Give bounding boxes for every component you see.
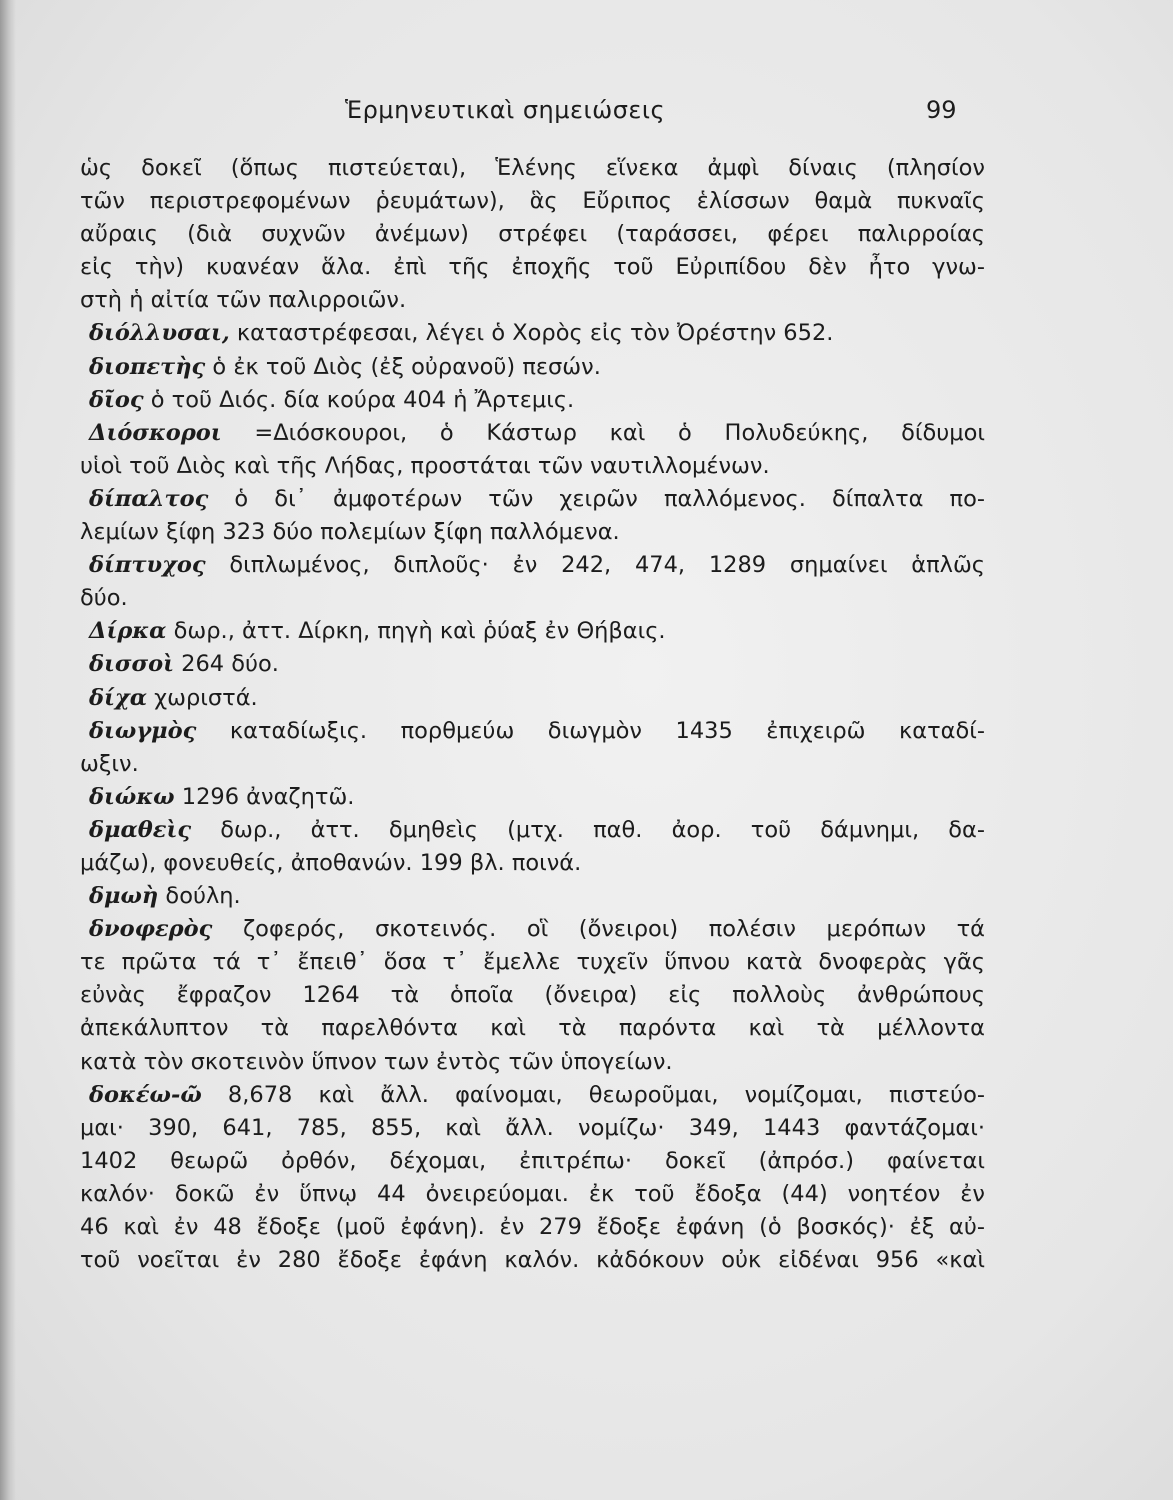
line-text: δύο. <box>80 585 128 612</box>
text-line <box>80 880 985 913</box>
line-text: στὴ ἡ αἰτία τῶν παλιρροιῶν. <box>80 287 407 314</box>
lemma-headword: δίπτυχος <box>89 552 206 579</box>
lemma-headword: δνοφερὸς <box>89 916 213 943</box>
text-line <box>80 781 985 814</box>
line-text: ὡς δοκεῖ (ὅπως πιστεύεται), Ἑλένης εἵνεκα ἀμφὶ δίναις (πλησίον <box>80 155 985 181</box>
line-text: ἀπεκάλυπτον τὰ παρελθόντα καὶ τὰ παρόντα καὶ τὰ μέλλοντα <box>80 1015 985 1042</box>
lemma-headword: δίχα <box>89 684 148 711</box>
lemma-headword: δίπαλτος <box>89 485 209 512</box>
text-line <box>80 814 985 847</box>
text-line <box>80 648 985 681</box>
text-line <box>80 1112 985 1145</box>
line-text: ωξιν. <box>80 750 139 777</box>
lemma-headword: δμωὴ <box>89 883 159 910</box>
line-text: 46 καὶ ἐν 48 ἔδοξε (μοῦ ἐφάνη). ἐν 279 ἔδοξε ἐφάνη (ὁ βοσκός)· ἐξ αὐ- <box>80 1214 985 1240</box>
line-text: ὁ ἐκ τοῦ Διὸς (ἐξ οὐρανοῦ) πεσών. <box>212 353 601 380</box>
text-line <box>80 847 985 880</box>
text-line <box>80 946 985 979</box>
text-line <box>80 1244 985 1277</box>
text-line <box>80 1046 985 1079</box>
text-line <box>80 582 985 615</box>
text-line <box>80 682 985 715</box>
text-line <box>80 483 985 516</box>
lemma-headword: διοπετὴς <box>89 353 206 380</box>
text-line <box>80 913 985 946</box>
text-line <box>80 384 985 417</box>
text-line <box>80 185 985 218</box>
lemma-headword: δῖος <box>89 386 144 413</box>
line-text: υἱοὶ τοῦ Διὸς καὶ τῆς Λήδας, προστάται τῶν ναυτιλλομένων. <box>80 452 770 479</box>
text-line <box>80 284 985 317</box>
line-text: 8,678 καὶ ἄλλ. φαίνομαι, θεωροῦμαι, νομίζομαι, πιστεύο- <box>227 1081 986 1108</box>
lemma-headword: διώκω <box>89 783 175 810</box>
text-line <box>80 317 985 350</box>
line-text: 1402 θεωρῶ ὀρθόν, δέχομαι, ἐπιτρέπω· δοκεῖ (ἀπρόσ.) φαίνεται <box>80 1147 985 1174</box>
text-line <box>80 516 985 549</box>
line-text: καταστρέφεσαι, λέγει ὁ Χορὸς εἰς τὸν Ὀρέστην 652. <box>236 320 834 347</box>
text-line <box>80 1178 985 1211</box>
lemma-headword: διωγμὸς <box>89 717 197 744</box>
text-line <box>80 1079 985 1112</box>
line-text: τῶν περιστρεφομένων ῥευμάτων), ἃς Εὔριπος ἑλίσσων θαμὰ πυκναῖς <box>80 188 985 215</box>
line-text: ζοφερός, σκοτεινός. οἳ (ὄνειροι) πολέσιν μερόπων τά <box>242 916 985 943</box>
lemma-headword: Διόσκοροι <box>89 419 222 446</box>
line-text: ὁ δι᾽ ἀμφοτέρων τῶν χειρῶν παλλόμενος. δίπαλτα πο- <box>234 485 985 512</box>
line-text: εὐνὰς ἔφραζον 1264 τὰ ὁποῖα (ὄνειρα) εἰς πολλοὺς ἀνθρώπους <box>80 982 985 1009</box>
running-title: Ἑρμηνευτικαὶ σημειώσεις <box>345 96 666 124</box>
text-line <box>80 1211 985 1244</box>
line-text: ὁ τοῦ Διός. δία κούρα 404 ἡ Ἄρτεμις. <box>150 386 575 413</box>
page-spine-shadow <box>0 0 16 1500</box>
text-line <box>80 417 985 450</box>
line-text: κατὰ τὸν σκοτεινὸν ὕπνον των ἐντὸς τῶν ὑπογείων. <box>80 1048 673 1075</box>
text-line <box>80 450 985 483</box>
line-text: διπλωμένος, διπλοῦς· ἐν 242, 474, 1289 σημαίνει ἁπλῶς <box>229 552 985 579</box>
text-line <box>80 979 985 1012</box>
text-line <box>80 748 985 781</box>
line-text: εἰς τὴν) κυανέαν ἅλα. ἐπὶ τῆς ἐποχῆς τοῦ Εὐριπίδου δὲν ἦτο γνω- <box>80 254 985 281</box>
lemma-headword: διόλλυσαι, <box>89 320 230 347</box>
text-line <box>80 615 985 648</box>
line-text: χωριστά. <box>154 684 258 711</box>
line-text: μάζω), φονευθείς, ἀποθανών. 199 βλ. ποινά. <box>80 849 582 876</box>
page-number: 99 <box>926 96 957 124</box>
line-text: 1296 ἀναζητῶ. <box>181 783 355 810</box>
line-text: τοῦ νοεῖται ἐν 280 ἔδοξε ἐφάνη καλόν. κἀδόκουν οὐκ εἰδέναι 956 «καὶ <box>80 1247 985 1274</box>
text-line <box>80 549 985 582</box>
line-text: μαι· 390, 641, 785, 855, καὶ ἄλλ. νομίζω· 349, 1443 φαντάζομαι· <box>80 1114 985 1141</box>
line-text: καταδίωξις. πορθμεύω διωγμὸν 1435 ἐπιχειρῶ καταδί- <box>229 717 985 744</box>
lemma-headword: δοκέω-ῶ <box>89 1081 202 1108</box>
text-line <box>80 218 985 251</box>
text-line <box>80 251 985 284</box>
text-line <box>80 351 985 384</box>
line-text: δωρ., ἀττ. Δίρκη, πηγὴ καὶ ῥύαξ ἐν Θήβαις. <box>173 618 666 645</box>
line-text: λεμίων ξίφη 323 δύο πολεμίων ξίφη παλλόμενα. <box>80 519 620 546</box>
line-text: καλόν· δοκῶ ἐν ὕπνῳ 44 ὀνειρεύομαι. ἐκ τοῦ ἔδοξα (44) νοητέον ἐν <box>80 1180 985 1207</box>
line-text: 264 δύο. <box>181 651 279 678</box>
line-text: τε πρῶτα τά τ᾽ ἔπειθ᾽ ὅσα τ᾽ ἔμελλε τυχεῖν ὕπνου κατὰ δνοφερὰς γᾶς <box>80 949 985 976</box>
text-line <box>80 1012 985 1045</box>
line-text: δωρ., ἀττ. δμηθεὶς (μτχ. παθ. ἀορ. τοῦ δάμνημι, δα- <box>220 816 986 843</box>
lemma-headword: δμαθεὶς <box>89 816 192 843</box>
glossary-text <box>80 152 985 1277</box>
line-text: αὔραις (διὰ συχνῶν ἀνέμων) στρέφει (ταράσσει, φέρει παλιρροίας <box>80 221 985 248</box>
text-line <box>80 152 985 185</box>
text-line <box>80 1145 985 1178</box>
line-text: =Διόσκουροι, ὁ Κάστωρ καὶ ὁ Πολυδεύκης, δίδυμοι <box>254 419 985 446</box>
text-line <box>80 715 985 748</box>
line-text: δούλη. <box>165 883 241 910</box>
lemma-headword: Δίρκα <box>89 618 167 645</box>
lemma-headword: δισσοὶ <box>89 651 174 678</box>
